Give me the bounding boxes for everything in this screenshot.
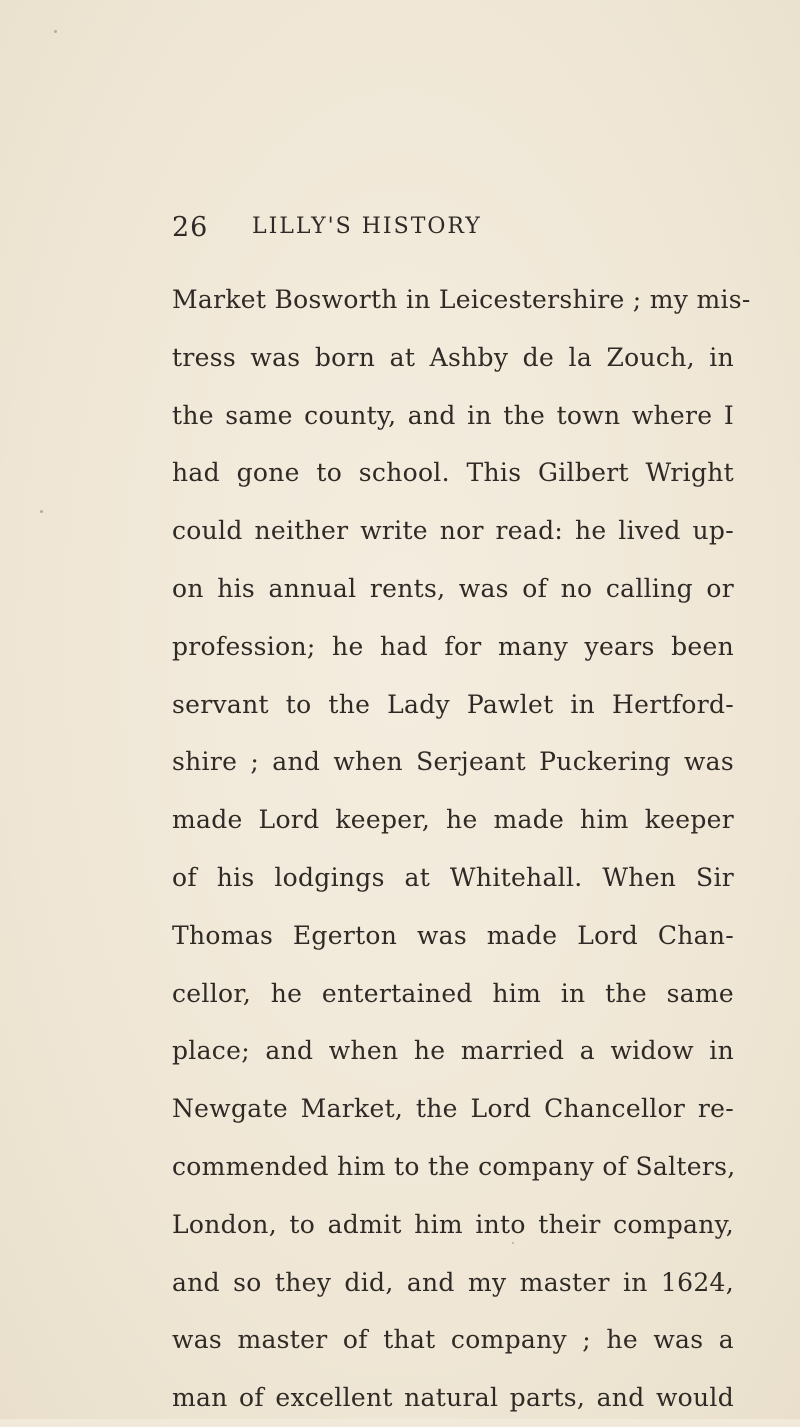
paper-speck — [40, 510, 43, 513]
text-line: on his annual rents, was of no calling or — [172, 573, 734, 603]
text-line: Thomas Egerton was made Lord Chan- — [172, 920, 734, 950]
text-line: had gone to school. This Gilbert Wright — [172, 458, 734, 488]
page-header — [172, 212, 732, 252]
text-line: shire ; and when Serjeant Puckering was — [172, 747, 734, 777]
text-line: the same county, and in the town where I — [172, 400, 734, 430]
text-line: Market Bosworth in Leicestershire ; my mis- — [172, 285, 751, 314]
running-head: LILLY'S HISTORY — [252, 214, 482, 239]
text-line: was master of that company ; he was a — [172, 1325, 734, 1355]
text-line: Newgate Market, the Lord Chancellor re- — [172, 1094, 734, 1124]
text-line: commended him to the company of Salters, — [172, 1151, 736, 1181]
text-line: and so they did, and my master in 1624, — [172, 1267, 734, 1297]
text-line: tress was born at Ashby de la Zouch, in — [172, 342, 734, 372]
text-line: made Lord keeper, he made him keeper — [172, 805, 734, 835]
text-line: place; and when he married a widow in — [172, 1036, 734, 1066]
paper-speck — [54, 30, 57, 33]
text-line: cellor, he entertained him in the same — [172, 978, 734, 1008]
text-line: could neither write nor read: he lived up- — [172, 516, 734, 546]
text-line: London, to admit him into their company, — [172, 1209, 734, 1239]
text-line: man of excellent natural parts, and would — [172, 1383, 734, 1413]
text-line: of his lodgings at Whitehall. When Sir — [172, 862, 734, 892]
text-line: profession; he had for many years been — [172, 631, 734, 661]
text-line: servant to the Lady Pawlet in Hertford- — [172, 689, 734, 719]
page-number: 26 — [172, 212, 209, 243]
body-text — [172, 271, 751, 1427]
